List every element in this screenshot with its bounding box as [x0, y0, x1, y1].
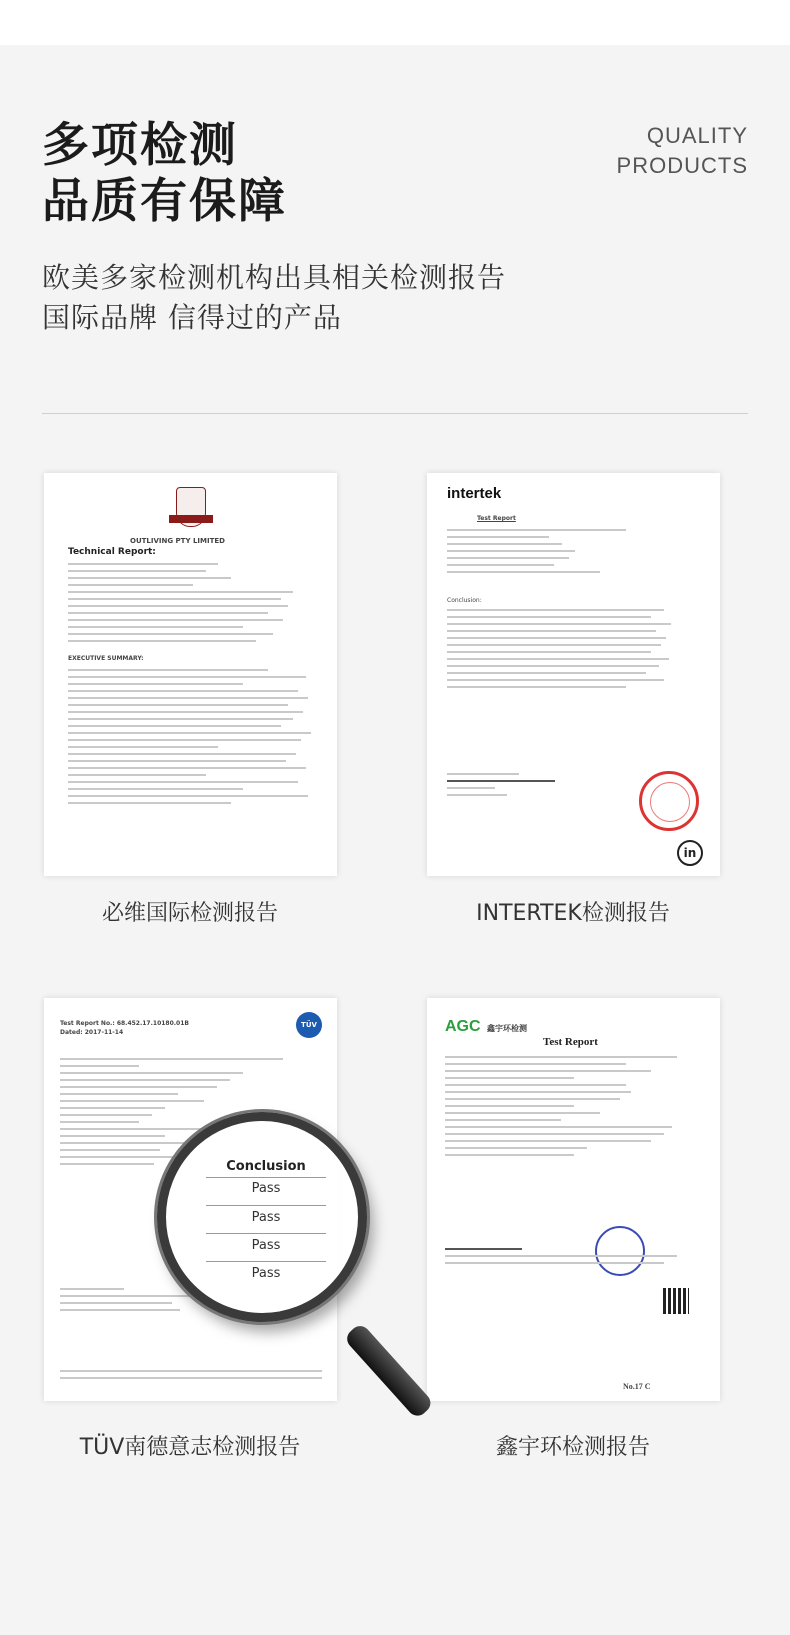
lens-grid-line: [206, 1233, 326, 1234]
lens-result: Pass: [251, 1238, 281, 1253]
tuv-logo-icon: TÜV: [296, 1012, 322, 1038]
doc-date: Dated: 2017-11-14: [60, 1029, 124, 1036]
caption-tuv: TÜV南德意志检测报告: [79, 1435, 301, 1460]
lens-conclusion-header: Conclusion: [226, 1159, 306, 1174]
lens-grid-line: [206, 1261, 326, 1262]
magnifier-lens-icon: [157, 1112, 367, 1322]
lens-grid-line: [206, 1177, 326, 1178]
doc-conclusion-block: [447, 609, 702, 693]
headline-line1: 多项检测: [42, 118, 238, 173]
signature-block: [445, 1248, 703, 1269]
tagline-line2: PRODUCTS: [616, 153, 748, 178]
doc-title: Test Report No.: 68.452.17.10180.01B: [60, 1020, 189, 1027]
agc-logo-text: 鑫宇环检测: [487, 1024, 527, 1033]
lens-result: Pass: [251, 1181, 281, 1196]
doc-company: OUTLIVING PTY LIMITED: [130, 537, 225, 545]
subtitle-line2: 国际品牌 信得过的产品: [42, 301, 342, 334]
qr-code-icon: [663, 1288, 689, 1314]
red-seal-stamp-icon: [639, 771, 699, 831]
doc-section: Conclusion:: [447, 597, 482, 604]
intertek-logo-icon: intertek: [447, 485, 502, 502]
intertek-footer-logo-icon: in: [677, 840, 703, 866]
agc-logo-icon: AGC: [445, 1018, 481, 1035]
bureau-veritas-band-icon: [169, 515, 213, 523]
doc-title: Test Report: [477, 515, 516, 522]
doc-summary-block: [68, 669, 318, 809]
caption-bureau-veritas: 必维国际检测报告: [101, 901, 278, 926]
report-document-agc: [427, 998, 720, 1401]
tagline-line1: QUALITY: [646, 123, 748, 148]
doc-footer-block: [60, 1370, 322, 1384]
caption-agc: 鑫宇环检测报告: [495, 1435, 650, 1460]
signature-block: [447, 773, 567, 801]
lens-grid-line: [206, 1205, 326, 1206]
doc-title: Test Report: [543, 1036, 598, 1048]
lens-result: Pass: [251, 1210, 281, 1225]
divider: [42, 413, 748, 414]
report-document-bureau-veritas: [44, 473, 337, 876]
caption-intertek: INTERTEK检测报告: [476, 901, 670, 926]
report-document-intertek: [427, 473, 720, 876]
doc-section: EXECUTIVE SUMMARY:: [68, 655, 144, 662]
lens-result: Pass: [251, 1266, 281, 1281]
subtitle-line1: 欧美多家检测机构出具相关检测报告: [42, 261, 507, 294]
doc-text-block: [68, 563, 318, 647]
doc-title: Technical Report:: [68, 547, 156, 557]
doc-text-block: [445, 1056, 703, 1161]
doc-text-block: [447, 529, 702, 578]
headline-line2: 品质有保障: [42, 174, 287, 229]
doc-footer-number: No.17 C: [623, 1382, 651, 1391]
